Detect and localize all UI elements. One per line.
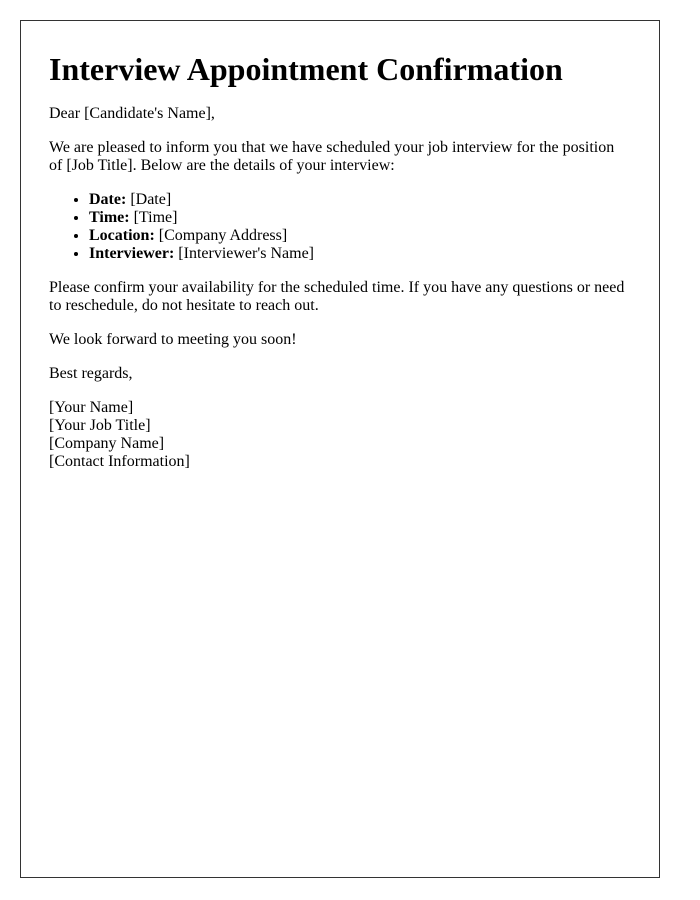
signature-company: [Company Name] <box>49 435 165 452</box>
signature-contact: [Contact Information] <box>49 453 190 470</box>
confirm-paragraph: Please confirm your availability for the scheduled time. If you have any questions or need to reschedule, do not hesitate to reach out. <box>49 279 625 314</box>
letter-title: Interview Appointment Confirmation <box>49 51 563 87</box>
detail-value: [Company Address] <box>158 227 288 244</box>
sign-off: Best regards, <box>49 365 133 382</box>
greeting: Dear [Candidate's Name], <box>49 105 215 122</box>
detail-interviewer <box>89 245 631 263</box>
closing-line: We look forward to meeting you soon! <box>49 331 297 348</box>
detail-label: Location: <box>89 227 155 244</box>
signature-name: [Your Name] <box>49 399 134 416</box>
signature-block <box>49 399 631 471</box>
detail-label: Time: <box>89 209 130 226</box>
interview-details-list <box>49 191 631 263</box>
intro-paragraph: We are pleased to inform you that we have scheduled your job interview for the position of [Job Title]. Below are the details of your interview: <box>49 139 615 174</box>
detail-label: Interviewer: <box>89 245 175 262</box>
detail-value: [Time] <box>133 209 178 226</box>
detail-label: Date: <box>89 191 127 208</box>
detail-time <box>89 209 631 227</box>
detail-value: [Date] <box>130 191 172 208</box>
signature-job-title: [Your Job Title] <box>49 417 151 434</box>
detail-value: [Interviewer's Name] <box>178 245 314 262</box>
letter-container <box>20 20 660 878</box>
detail-date <box>89 191 631 209</box>
detail-location <box>89 227 631 245</box>
